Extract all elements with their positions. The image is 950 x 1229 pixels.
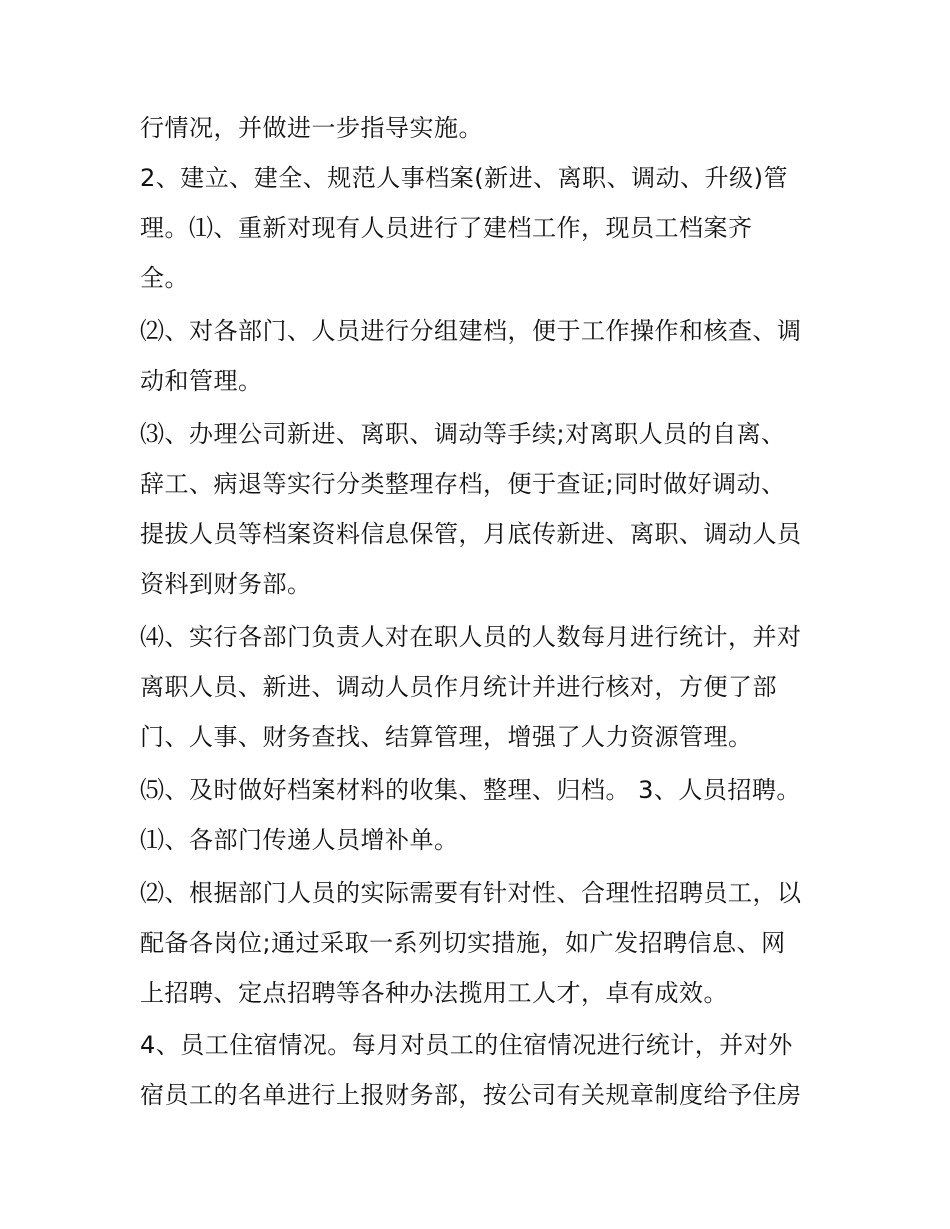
text-line: ⑴、各部门传递人员增补单。 [140,826,459,854]
text-line: ⑶、办理公司新进、离职、调动等手续;对离职人员的自离、 [140,420,786,448]
text-line: 理。⑴、重新对现有人员进行了建档工作，现员工档案齐 [140,214,753,242]
text-line: ⑵、根据部门人员的实际需要有针对性、合理性招聘员工，以 [140,879,802,907]
text-line: 上招聘、定点招聘等各种办法揽用工人才，卓有成效。 [140,979,728,1007]
text-line: ⑵、对各部门、人员进行分组建档，便于工作操作和核查、调 [140,317,802,345]
text-line: 门、人事、财务查找、结算管理，增强了人力资源管理。 [140,723,753,751]
text-line: 动和管理。 [140,367,263,395]
text-line: 行情况，并做进一步指导实施。 [140,114,483,142]
text-line: 宿员工的名单进行上报财务部，按公司有关规章制度给予住房 [140,1081,802,1109]
text-line: ⑷、实行各部门负责人对在职人员的人数每月进行统计，并对 [140,623,802,651]
text-line: 4、员工住宿情况。每月对员工的住宿情况进行统计，并对外 [140,1031,793,1059]
text-line: 2、建立、建全、规范人事档案(新进、离职、调动、升级)管 [140,164,788,192]
text-line: 全。 [140,264,189,292]
text-line: 配备各岗位;通过采取一系列切实措施，如广发招聘信息、网 [140,929,786,957]
text-line: 辞工、病退等实行分类整理存档，便于查证;同时做好调动、 [140,470,786,498]
text-line: 资料到财务部。 [140,570,312,598]
text-line: 离职人员、新进、调动人员作月统计并进行核对，方便了部 [140,673,777,701]
text-line: ⑸、及时做好档案材料的收集、整理、归档。 3、人员招聘。 [140,776,801,804]
text-line: 提拔人员等档案资料信息保管，月底传新进、离职、调动人员 [140,520,802,548]
